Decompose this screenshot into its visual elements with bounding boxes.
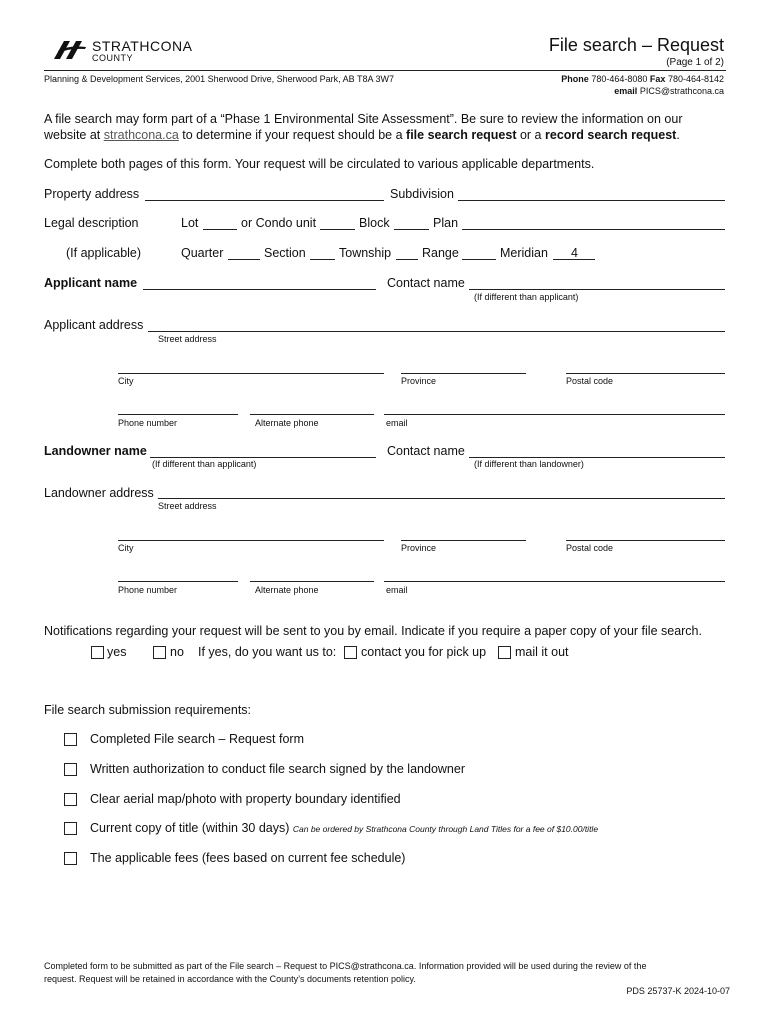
quarter-label: Quarter <box>181 246 224 260</box>
footer-line-2: request. Request will be retained in accordance with the County’s documents retention policy. <box>44 974 416 984</box>
requirement-checkbox[interactable] <box>64 763 77 776</box>
pickup-checkbox[interactable] <box>344 646 357 659</box>
applicant-street-field[interactable] <box>148 331 725 332</box>
mail-checkbox[interactable] <box>498 646 511 659</box>
applicant-city-field[interactable] <box>118 373 384 374</box>
paper-copy-question: If yes, do you want us to: <box>198 645 337 659</box>
if-applicable-label: (If applicable) <box>66 246 142 260</box>
landowner-name-field[interactable] <box>150 457 376 458</box>
requirement-item-title: Current copy of title (within 30 days) <box>90 821 290 835</box>
department-address: Planning & Development Services, 2001 Sherwood Drive, Sherwood Park, AB T8A 3W7 <box>44 74 395 84</box>
section-field[interactable] <box>310 259 335 260</box>
pickup-label: contact you for pick up <box>361 645 487 659</box>
landowner-province-caption: Province <box>401 543 437 553</box>
property-address-field[interactable] <box>145 200 384 201</box>
landowner-address-label: Landowner address <box>44 486 154 500</box>
page-title: File search – Request <box>548 35 724 55</box>
requirements-heading: File search submission requirements: <box>44 703 252 717</box>
requirement-checkbox[interactable] <box>64 822 77 835</box>
applicant-province-caption: Province <box>401 376 437 386</box>
intro-bold-record-search: record search request <box>545 128 677 142</box>
requirement-item: Completed File search – Request form <box>90 732 304 746</box>
requirement-checkbox[interactable] <box>64 793 77 806</box>
landowner-alt-phone-field[interactable] <box>250 581 374 582</box>
paper-copy-yes-checkbox[interactable] <box>91 646 104 659</box>
intro-line-3: Complete both pages of this form. Your request will be circulated to various applicable departments. <box>44 157 595 171</box>
form-code: PDS 25737-K 2024-10-07 <box>626 986 730 996</box>
notifications-text: Notifications regarding your request will be sent to you by email. Indicate if you require a paper copy of your file search. <box>44 624 702 638</box>
landowner-province-field[interactable] <box>401 540 526 541</box>
intro-text-b: to determine if your request should be a <box>178 128 407 142</box>
requirement-checkbox[interactable] <box>64 733 77 746</box>
landowner-email-caption: email <box>386 585 408 595</box>
fax-label: Fax <box>649 74 666 84</box>
landowner-contact-name-field[interactable] <box>469 457 725 458</box>
condo-unit-field[interactable] <box>320 229 355 230</box>
applicant-address-label: Applicant address <box>44 318 144 332</box>
landowner-city-field[interactable] <box>118 540 384 541</box>
phone-value: 780-464-8080 <box>591 74 648 84</box>
page-number: (Page 1 of 2) <box>666 57 724 68</box>
plan-field[interactable] <box>462 229 725 230</box>
subdivision-field[interactable] <box>458 200 725 201</box>
email-label: email <box>614 86 638 96</box>
applicant-postal-caption: Postal code <box>566 376 614 386</box>
condo-unit-label: or Condo unit <box>241 216 317 230</box>
meridian-label: Meridian <box>500 246 548 260</box>
range-label: Range <box>422 246 459 260</box>
applicant-alt-phone-caption: Alternate phone <box>255 418 319 428</box>
intro-text-d: . <box>676 128 680 142</box>
landowner-phone-field[interactable] <box>118 581 238 582</box>
applicant-contact-name-label: Contact name <box>387 276 465 290</box>
plan-label: Plan <box>433 216 459 230</box>
township-field[interactable] <box>396 259 418 260</box>
intro-line-1: A file search may form part of a “Phase 1 Environmental Site Assessment”. Be sure to review the information on our <box>44 112 683 126</box>
requirement-checkbox[interactable] <box>64 852 77 865</box>
website-link[interactable]: strathcona.ca <box>103 128 179 142</box>
logo-mark-icon <box>52 39 88 61</box>
landowner-street-field[interactable] <box>158 498 725 499</box>
intro-bold-file-search: file search request <box>406 128 517 142</box>
applicant-phone-field[interactable] <box>118 414 238 415</box>
intro-line-2 <box>44 128 680 142</box>
applicant-street-caption: Street address <box>158 334 217 344</box>
landowner-contact-name-label: Contact name <box>387 444 465 458</box>
landowner-postal-field[interactable] <box>566 540 725 541</box>
landowner-phone-caption: Phone number <box>118 585 178 595</box>
landowner-alt-phone-caption: Alternate phone <box>255 585 319 595</box>
applicant-email-field[interactable] <box>384 414 725 415</box>
applicant-name-label: Applicant name <box>44 276 138 290</box>
requirement-item: The applicable fees (fees based on current fee schedule) <box>90 851 406 865</box>
contact-phone-fax <box>561 74 724 84</box>
applicant-contact-note: (If different than applicant) <box>474 292 579 302</box>
landowner-name-note: (If different than applicant) <box>152 459 257 469</box>
applicant-phone-caption: Phone number <box>118 418 178 428</box>
landowner-name-label: Landowner name <box>44 444 147 458</box>
paper-copy-yes-label: yes <box>107 645 127 659</box>
fax-value: 780-464-8142 <box>667 74 724 84</box>
applicant-city-caption: City <box>118 376 134 386</box>
requirement-item: Written authorization to conduct file search signed by the landowner <box>90 762 465 776</box>
logo-name: STRATHCONA <box>92 38 193 54</box>
strathcona-logo <box>52 39 88 66</box>
email-value: PICS@strathcona.ca <box>639 86 724 96</box>
applicant-contact-name-field[interactable] <box>469 289 725 290</box>
applicant-postal-field[interactable] <box>566 373 725 374</box>
landowner-postal-caption: Postal code <box>566 543 614 553</box>
footer-line-1: Completed form to be submitted as part of the File search – Request to PICS@strathcona.ca. Information provided will be used during the review of the <box>44 961 647 971</box>
quarter-field[interactable] <box>228 259 260 260</box>
landowner-street-caption: Street address <box>158 501 217 511</box>
lot-label: Lot <box>181 216 199 230</box>
applicant-name-field[interactable] <box>143 289 376 290</box>
paper-copy-no-checkbox[interactable] <box>153 646 166 659</box>
contact-email <box>614 86 724 96</box>
landowner-contact-note: (If different than landowner) <box>474 459 584 469</box>
title-note: Can be ordered by Strathcona County through Land Titles for a fee of $10.00/title <box>292 824 599 834</box>
township-label: Township <box>339 246 392 260</box>
paper-copy-no-label: no <box>170 645 184 659</box>
header-divider <box>44 70 726 71</box>
requirement-item <box>90 821 598 835</box>
meridian-value: 4 <box>571 246 578 260</box>
phone-label: Phone <box>561 74 589 84</box>
intro-text-a: website at <box>44 128 104 142</box>
applicant-email-caption: email <box>386 418 408 428</box>
landowner-city-caption: City <box>118 543 134 553</box>
subdivision-label: Subdivision <box>390 187 454 201</box>
intro-text-c: or a <box>516 128 545 142</box>
lot-field[interactable] <box>203 229 237 230</box>
block-label: Block <box>359 216 390 230</box>
applicant-alt-phone-field[interactable] <box>250 414 374 415</box>
landowner-email-field[interactable] <box>384 581 725 582</box>
block-field[interactable] <box>394 229 429 230</box>
requirement-item: Clear aerial map/photo with property boundary identified <box>90 792 401 806</box>
property-address-label: Property address <box>44 187 140 201</box>
range-field[interactable] <box>462 259 496 260</box>
legal-description-label: Legal description <box>44 216 139 230</box>
section-label: Section <box>264 246 306 260</box>
mail-label: mail it out <box>515 645 569 659</box>
applicant-province-field[interactable] <box>401 373 526 374</box>
logo-sub: COUNTY <box>92 53 133 63</box>
